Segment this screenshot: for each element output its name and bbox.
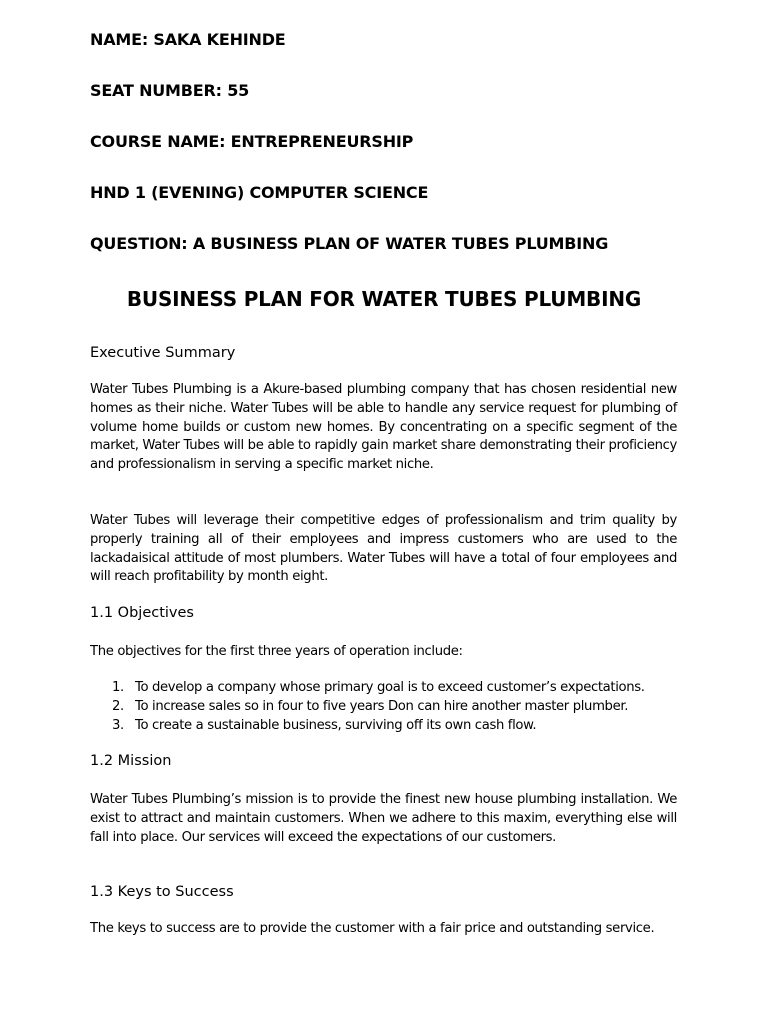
class-name: HND 1 (EVENING) COMPUTER SCIENCE — [90, 183, 429, 202]
student-name: NAME: SAKA KEHINDE — [90, 30, 286, 49]
keys-paragraph: The keys to success are to provide the customer with a fair price and outstanding service. — [90, 921, 655, 936]
executive-summary-heading: Executive Summary — [90, 345, 236, 361]
list-number: 2. — [112, 698, 124, 714]
list-item — [90, 717, 690, 736]
seat-number: SEAT NUMBER: 55 — [90, 81, 250, 100]
mission-paragraph: Water Tubes Plumbing’s mission is to provide the finest new house plumbing installation. We exist to attract and maintain customers. When we adhere to this maxim, everything else will fall into place. Our services will exceed the expectations of our customers. — [90, 792, 677, 845]
document-title: BUSINESS PLAN FOR WATER TUBES PLUMBING — [126, 287, 642, 311]
course-name: COURSE NAME: ENTREPRENEURSHIP — [90, 132, 414, 151]
question-line: QUESTION: A BUSINESS PLAN OF WATER TUBES PLUMBING — [90, 234, 609, 253]
list-text: To create a sustainable business, surviving off its own cash flow. — [135, 717, 537, 733]
keys-heading: 1.3 Keys to Success — [90, 884, 234, 900]
mission-heading: 1.2 Mission — [90, 753, 172, 769]
list-number: 1. — [112, 680, 124, 695]
objectives-heading: 1.1 Objectives — [90, 605, 194, 621]
executive-summary-paragraph-2: Water Tubes will leverage their competitive edges of professionalism and trim quality by properly training all of their employees and impress customers who are used to the lackadaisical attitude of most plumbers. Water Tubes will have a total of four employees and will reach profitability by month eight. — [90, 513, 677, 585]
objectives-list — [90, 679, 690, 735]
list-item — [90, 679, 690, 698]
objectives-intro: The objectives for the first three years of operation include: — [90, 644, 463, 659]
list-text: To develop a company whose primary goal is to exceed customer’s expectations. — [135, 680, 645, 695]
list-item — [90, 698, 690, 717]
executive-summary-paragraph-1: Water Tubes Plumbing is a Akure-based plumbing company that has chosen residential new homes as their niche. Water Tubes will be able to handle any service request for plumbing of volume home builds or custom new homes. By concentrating on a specific segment of the market, Water Tubes will be able to rapidly gain market share demonstrating their proficiency and professionalism in serving a specific market niche. — [90, 382, 677, 473]
list-number: 3. — [112, 717, 124, 733]
list-text: To increase sales so in four to five years Don can hire another master plumber. — [135, 698, 629, 714]
